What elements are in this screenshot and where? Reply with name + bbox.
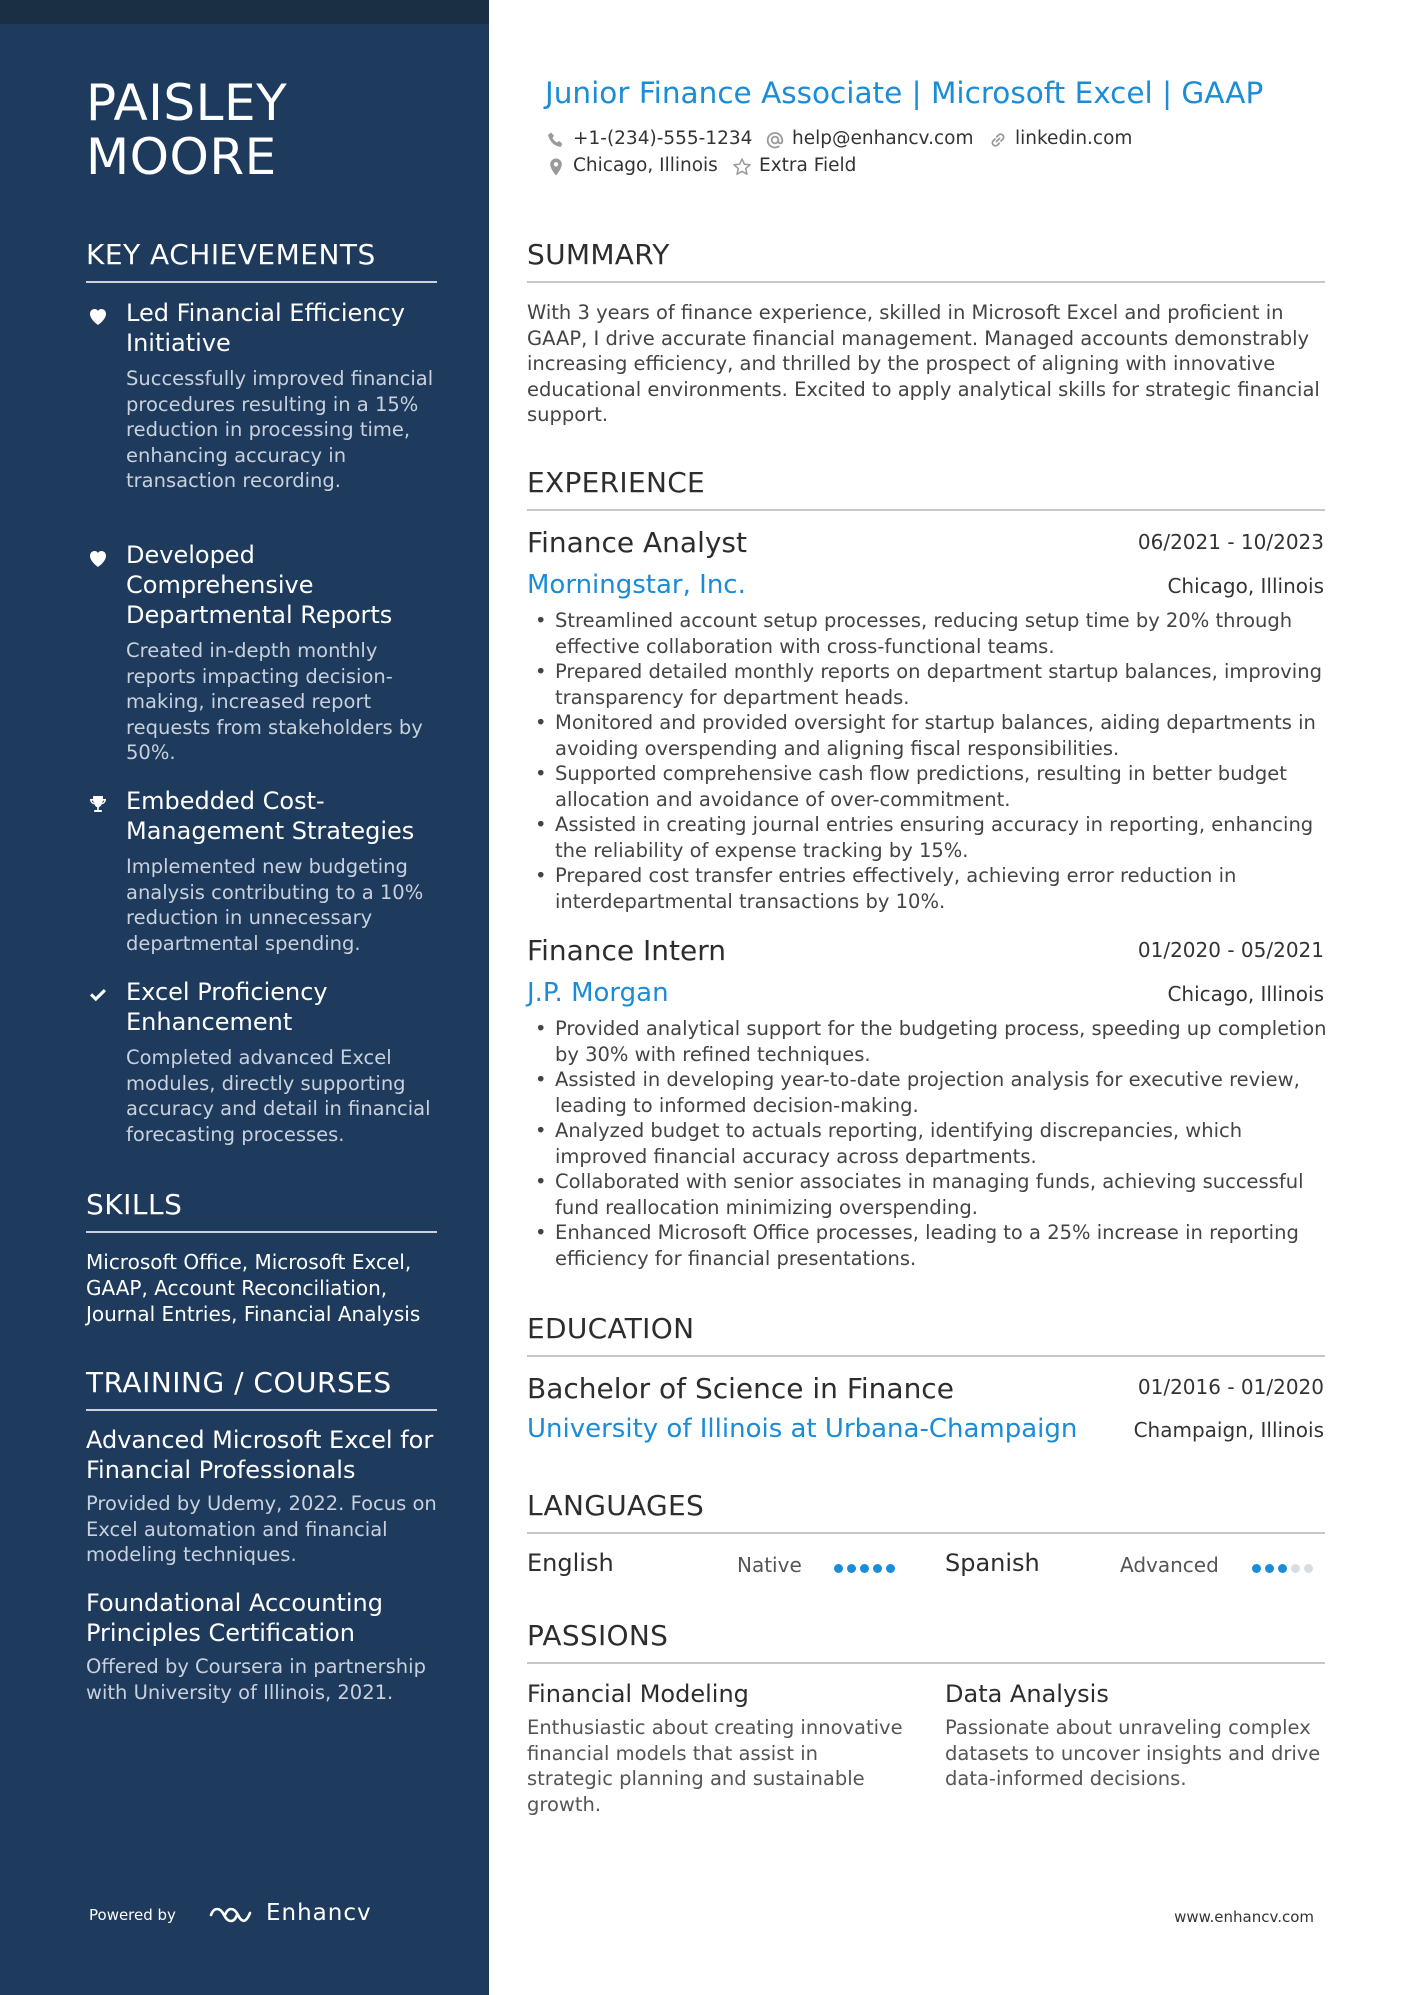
enhancv-logo-icon <box>207 1902 255 1928</box>
proficiency-dot-filled <box>860 1564 869 1573</box>
job-title: Finance Analyst <box>527 526 747 559</box>
achievement-title: Led Financial Efficiency Initiative <box>126 299 405 357</box>
passion-item <box>527 1679 907 1817</box>
passion-item <box>945 1679 1325 1792</box>
experience-heading: EXPERIENCE <box>527 466 1325 511</box>
language-dots <box>1252 1558 1317 1570</box>
achievement-item <box>86 540 446 766</box>
extra-field: Extra Field <box>759 155 857 176</box>
language-name: Spanish <box>945 1549 1040 1577</box>
proficiency-dot-filled <box>886 1564 895 1573</box>
bullet-item: • Assisted in developing year-to-date projection analysis for executive review, leading to informed decision-making. <box>527 1067 1327 1118</box>
passion-title: Data Analysis <box>945 1680 1109 1708</box>
achievement-title: Developed Comprehensive Departmental Reports <box>126 541 393 629</box>
achievement-item <box>86 977 446 1147</box>
language-name: English <box>527 1549 614 1577</box>
education-location: Champaign, Illinois <box>1133 1418 1324 1442</box>
proficiency-dot-filled <box>873 1564 882 1573</box>
passion-title: Financial Modeling <box>527 1680 749 1708</box>
bullet-item: • Monitored and provided oversight for startup balances, aiding departments in avoiding overspending and aligning fiscal responsibilities. <box>527 710 1327 761</box>
proficiency-dot-filled <box>1252 1564 1261 1573</box>
education-dates: 01/2016 - 01/2020 <box>1137 1375 1324 1399</box>
school-name[interactable]: University of Illinois at Urbana-Champaign <box>527 1414 1078 1444</box>
achievement-title: Excel Proficiency Enhancement <box>126 978 328 1036</box>
achievement-description: Created in-depth monthly reports impacting decision-making, increased report requests from stakeholders by 50%. <box>126 639 423 764</box>
star-icon <box>732 157 752 177</box>
bullet-item: • Prepared cost transfer entries effectively, achieving error reduction in interdepartmental transactions by 10%. <box>527 863 1327 914</box>
proficiency-dot-filled <box>1278 1564 1287 1573</box>
course-title: Foundational Accounting Principles Certification <box>86 1589 383 1647</box>
training-heading: TRAINING / COURSES <box>86 1366 437 1411</box>
bullet-item: • Supported comprehensive cash flow predictions, resulting in better budget allocation and avoidance of over-commitment. <box>527 761 1327 812</box>
job-bullets <box>527 1016 1327 1271</box>
trophy-icon <box>86 792 110 816</box>
bullet-item: • Prepared detailed monthly reports on department startup balances, improving transparency for department heads. <box>527 659 1327 710</box>
bullet-item: • Provided analytical support for the budgeting process, speeding up completion by 30% with refined techniques. <box>527 1016 1327 1067</box>
proficiency-dot-empty <box>1304 1564 1313 1573</box>
link-icon <box>988 130 1008 150</box>
at-icon <box>765 130 785 150</box>
course-description: Offered by Coursera in partnership with University of Illinois, 2021. <box>86 1655 426 1704</box>
heart-icon <box>86 304 110 328</box>
job-dates: 01/2020 - 05/2021 <box>1137 938 1324 962</box>
name-last: MOORE <box>86 128 277 186</box>
passion-description: Passionate about unraveling complex datasets to uncover insights and drive data-informed decisions. <box>945 1716 1321 1790</box>
heart-icon <box>86 546 110 570</box>
bullet-item: • Collaborated with senior associates in managing funds, achieving successful fund reallocation minimizing overspending. <box>527 1169 1327 1220</box>
company-name[interactable]: J.P. Morgan <box>527 978 669 1008</box>
sidebar-top-bar <box>0 0 489 24</box>
job-location: Chicago, Illinois <box>1167 982 1324 1006</box>
job-bullets <box>527 608 1327 914</box>
course-title: Advanced Microsoft Excel for Financial Professionals <box>86 1426 434 1484</box>
location-pin-icon <box>546 157 566 177</box>
achievement-item <box>86 298 446 494</box>
powered-by-label: Powered by <box>89 1906 176 1924</box>
summary-text: With 3 years of finance experience, skilled in Microsoft Excel and proficient in GAAP, I drive accurate financial management. Managed accounts demonstrably increasing efficiency, and thrilled by the prospect of aligning with innovative educational environments. Excited to apply analytical skills for strategic financial support. <box>527 301 1320 426</box>
bullet-item: • Analyzed budget to actuals reporting, identifying discrepancies, which improved financial accuracy across departments. <box>527 1118 1327 1169</box>
name-first: PAISLEY <box>86 74 288 132</box>
language-level: Advanced <box>1120 1553 1219 1577</box>
bullet-item: • Assisted in creating journal entries ensuring accuracy in reporting, enhancing the reliability of expense tracking by 15%. <box>527 812 1327 863</box>
enhancv-brand: Enhancv <box>266 1900 372 1926</box>
job-dates: 06/2021 - 10/2023 <box>1137 530 1324 554</box>
course-description: Provided by Udemy, 2022. Focus on Excel automation and financial modeling techniques. <box>86 1492 437 1566</box>
language-level: Native <box>737 1553 802 1577</box>
skills-heading: SKILLS <box>86 1188 437 1233</box>
phone-icon <box>546 130 566 150</box>
passion-description: Enthusiastic about creating innovative financial models that assist in strategic planning and sustainable growth. <box>527 1716 903 1816</box>
proficiency-dot-empty <box>1291 1564 1300 1573</box>
location: Chicago, Illinois <box>573 155 718 176</box>
email[interactable]: help@enhancv.com <box>792 128 974 149</box>
proficiency-dot-filled <box>1265 1564 1274 1573</box>
skills-list: Microsoft Office, Microsoft Excel, GAAP, Account Reconciliation, Journal Entries, Financial Analysis <box>86 1250 421 1326</box>
job-title: Finance Intern <box>527 934 726 967</box>
website-link[interactable]: www.enhancv.com <box>1174 1908 1314 1926</box>
headline: Junior Finance Associate | Microsoft Excel | GAAP <box>545 76 1264 110</box>
company-name[interactable]: Morningstar, Inc. <box>527 570 746 600</box>
course-item <box>86 1425 446 1568</box>
bullet-item: • Enhanced Microsoft Office processes, leading to a 25% increase in reporting efficiency for financial presentations. <box>527 1220 1327 1271</box>
achievements-heading: KEY ACHIEVEMENTS <box>86 238 437 283</box>
linkedin[interactable]: linkedin.com <box>1015 128 1133 149</box>
course-item <box>86 1588 446 1705</box>
sidebar <box>0 0 489 1995</box>
job-location: Chicago, Illinois <box>1167 574 1324 598</box>
phone[interactable]: +1-(234)-555-1234 <box>573 128 753 149</box>
language-dots <box>834 1558 899 1570</box>
achievement-description: Successfully improved financial procedures resulting in a 15% reduction in processing time, enhancing accuracy in transaction recording. <box>126 367 434 492</box>
achievement-description: Implemented new budgeting analysis contributing to a 10% reduction in unnecessary departmental spending. <box>126 855 424 955</box>
proficiency-dot-filled <box>847 1564 856 1573</box>
achievement-item <box>86 786 446 956</box>
bullet-item: • Streamlined account setup processes, reducing setup time by 20% through effective collaboration with cross-functional teams. <box>527 608 1327 659</box>
proficiency-dot-filled <box>834 1564 843 1573</box>
education-heading: EDUCATION <box>527 1312 1325 1357</box>
achievement-description: Completed advanced Excel modules, directly supporting accuracy and detail in financial forecasting processes. <box>126 1046 431 1146</box>
achievement-title: Embedded Cost-Management Strategies <box>126 787 415 845</box>
candidate-name <box>86 76 466 184</box>
summary-heading: SUMMARY <box>527 238 1325 283</box>
passions-heading: PASSIONS <box>527 1619 1325 1664</box>
check-icon <box>86 983 110 1007</box>
languages-heading: LANGUAGES <box>527 1489 1325 1534</box>
degree: Bachelor of Science in Finance <box>527 1372 954 1405</box>
